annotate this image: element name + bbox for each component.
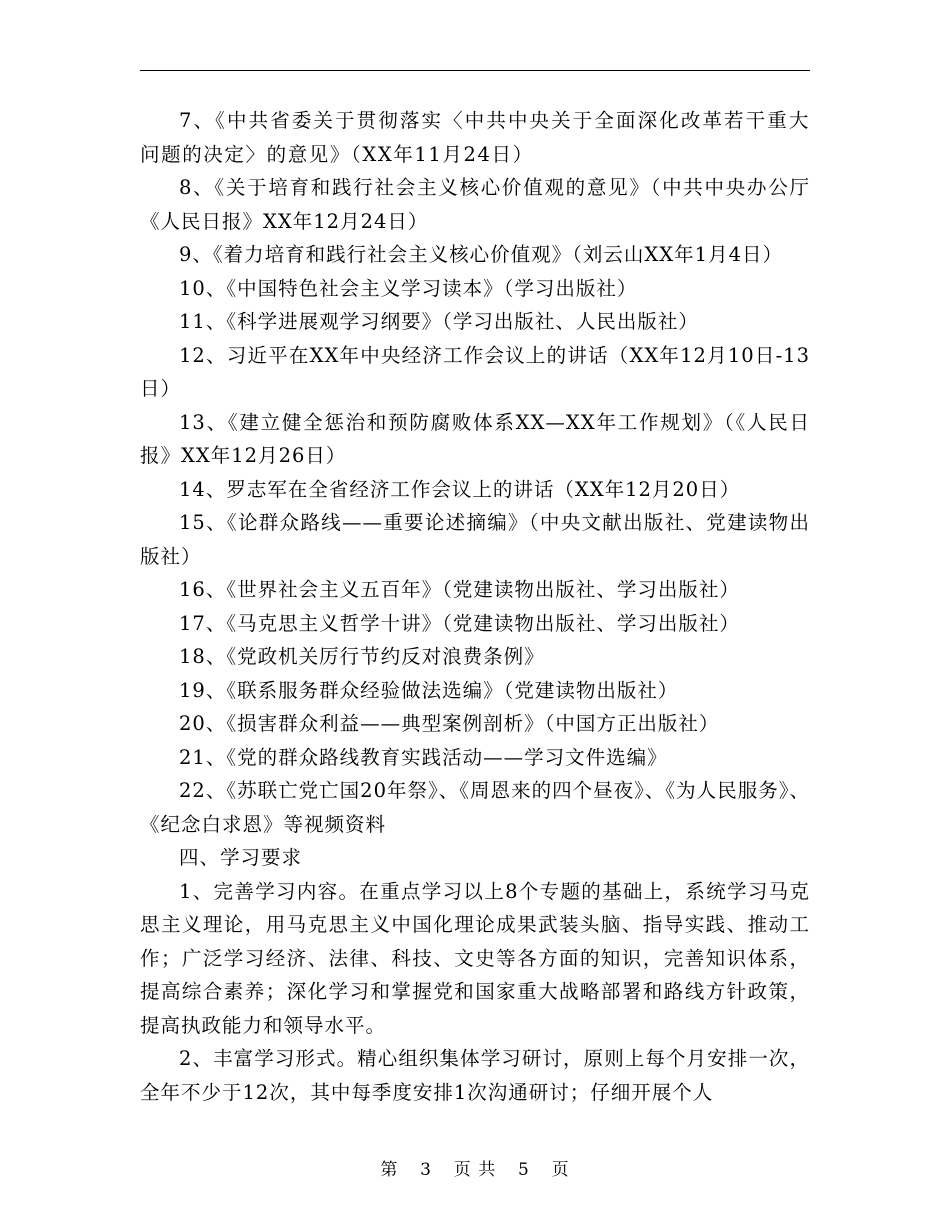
paragraph-22: 22、《苏联亡党亡国20年祭》、《周恩来的四个昼夜》、《为人民服务》、《纪念白求恩》等视频资料 (140, 779, 810, 836)
paragraph-7: 7、《中共省委关于贯彻落实〈中共中央关于全面深化改革若干重大问题的决定〉的意见》（XX年11月24日） (140, 109, 810, 166)
paragraph-13: 13、《建立健全惩治和预防腐败体系XX—XX年工作规划》（《人民日报》XX年12月26日） (140, 410, 810, 467)
paragraph-20: 20、《损害群众利益——典型案例剖析》（中国方正出版社） (179, 712, 720, 735)
paragraph-16: 16、《世界社会主义五百年》（党建读物出版社、学习出版社） (179, 578, 740, 601)
paragraph-12: 12、习近平在XX年中央经济工作会议上的讲话（XX年12月10日-13日） (140, 343, 810, 400)
header-rule (140, 70, 810, 71)
footer-prefix: 第 (380, 1160, 399, 1180)
paragraph-18: 18、《党政机关厉行节约反对浪费条例》 (179, 645, 545, 668)
paragraph-10: 10、《中国特色社会主义学习读本》（学习出版社） (179, 276, 638, 300)
paragraph-19: 19、《联系服务群众经验做法选编》（党建读物出版社） (179, 678, 679, 702)
requirement-1: 1、完善学习内容。在重点学习以上8个专题的基础上，系统学习马克思主义理论，用马克思主义中国化理论成果武装头脑、指导实践、推动工作；广泛学习经济、法律、科技、文史等各方面的知识，完善知识体系，提高综合素养；深化学习和掌握党和国家重大战略部署和路线方针政策，提高执政能力和领导水平。 (140, 879, 810, 1037)
document-body (140, 104, 810, 1109)
footer-suffix: 页 (551, 1160, 570, 1180)
paragraph-8: 8、《关于培育和践行社会主义核心价值观的意见》（中共中央办公厅《人民日报》XX年12月24日） (140, 176, 810, 233)
requirement-2: 2、丰富学习形式。精心组织集体学习研讨，原则上每个月安排一次，全年不少于12次，其中每季度安排1次沟通研讨；仔细开展个人 (140, 1047, 810, 1104)
paragraph-21: 21、《党的群众路线教育实践活动——学习文件选编》 (179, 745, 668, 769)
paragraph-14: 14、罗志军在全省经济工作会议上的讲话（XX年12月20日） (179, 477, 741, 501)
paragraph-15: 15、《论群众路线——重要论述摘编》（中央文献出版社、党建读物出版社） (140, 511, 810, 568)
page-number-total: 5 (518, 1160, 530, 1180)
page-number-current: 3 (420, 1160, 432, 1180)
paragraph-9: 9、《着力培育和践行社会主义核心价值观》（刘云山XX年1月4日） (179, 243, 783, 266)
page-footer (0, 1155, 950, 1180)
footer-middle: 页 共 (453, 1160, 497, 1180)
paragraph-17: 17、《马克思主义哲学十讲》（党建读物出版社、学习出版社） (179, 611, 740, 635)
section-heading-study-requirements: 四、学习要求 (179, 846, 303, 869)
paragraph-11: 11、《科学进展观学习纲要》（学习出版社、人民出版社） (179, 310, 699, 333)
